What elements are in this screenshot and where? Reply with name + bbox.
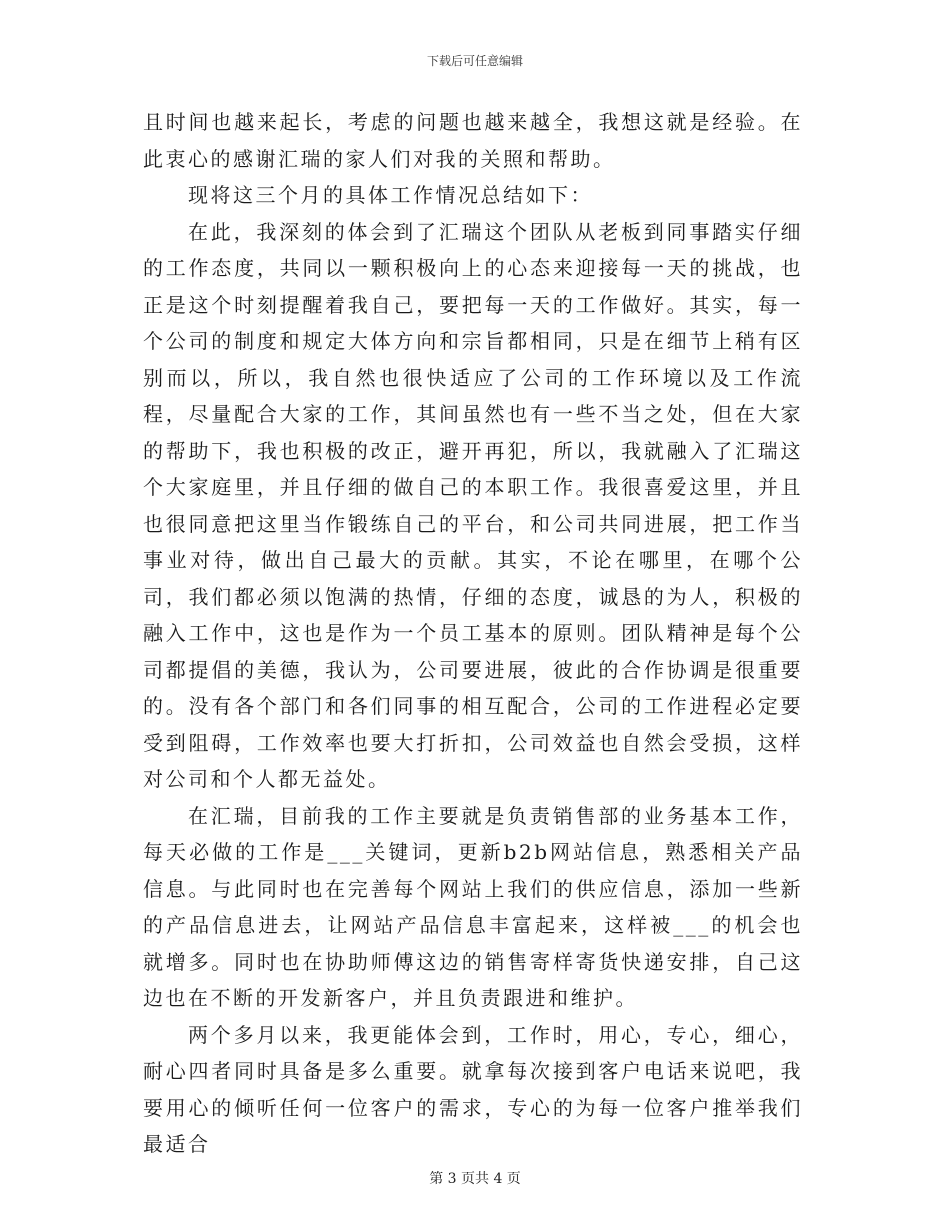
- paragraph: 且时间也越来起长，考虑的问题也越来越全，我想这就是经验。在此衷心的感谢汇瑞的家人们对我的关照和帮助。: [143, 110, 803, 171]
- page-header: 下载后可任意编辑: [426, 54, 523, 68]
- paragraph: 在此，我深刻的体会到了汇瑞这个团队从老板到同事踏实仔细的工作态度，共同以一颗积极向上的心态来迎接每一天的挑战，也正是这个时刻提醒着我自己，要把每一天的工作做好。其实，每一个公司的制度和规定大体方向和宗旨都相同，只是在细节上稍有区别而以，所以，我自然也很快适应了公司的工作环境以及工作流程，尽量配合大家的工作，其间虽然也有一些不当之处，但在大家的帮助下，我也积极的改正，避开再犯，所以，我就融入了汇瑞这个大家庭里，并且仔细的做自己的本职工作。我很喜爱这里，并且也很同意把这里当作锻练自己的平台，和公司共同进展，把工作当事业对待，做出自己最大的贡献。其实，不论在哪里，在哪个公司，我们都必须以饱满的热情，仔细的态度，诚恳的为人，积极的融入工作中，这也是作为一个员工基本的原则。团队精神是每个公司都提倡的美德，我认为，公司要进展，彼此的合作协调是很重要的。没有各个部门和各们同事的相互配合，公司的工作进程必定要受到阻碍，工作效率也要大打折扣，公司效益也自然会受损，这样对公司和个人都无益处。: [143, 219, 803, 791]
- paragraph: 现将这三个月的具体工作情况总结如下：: [188, 183, 593, 207]
- document-body: [143, 104, 803, 1163]
- paragraph: 在汇瑞，目前我的工作主要就是负责销售部的业务基本工作，每天必做的工作是___关键词，更新b2b网站信息，熟悉相关产品信息。与此同时也在完善每个网站上我们的供应信息，添加一些新的产品信息进去，让网站产品信息丰富起来，这样被___的机会也就增多。同时也在协助师傅这边的销售寄样寄货快递安排，自己这边也在不断的开发新客户，并且负责跟进和维护。: [143, 803, 803, 1010]
- paragraph: 两个多月以来，我更能体会到，工作时，用心，专心，细心，耐心四者同时具备是多么重要。就拿每次接到客户电话来说吧，我要用心的倾听任何一位客户的需求，专心的为每一位客户推举我们最适合: [143, 1022, 803, 1156]
- page-footer: 第 3 页共 4 页: [429, 1171, 521, 1187]
